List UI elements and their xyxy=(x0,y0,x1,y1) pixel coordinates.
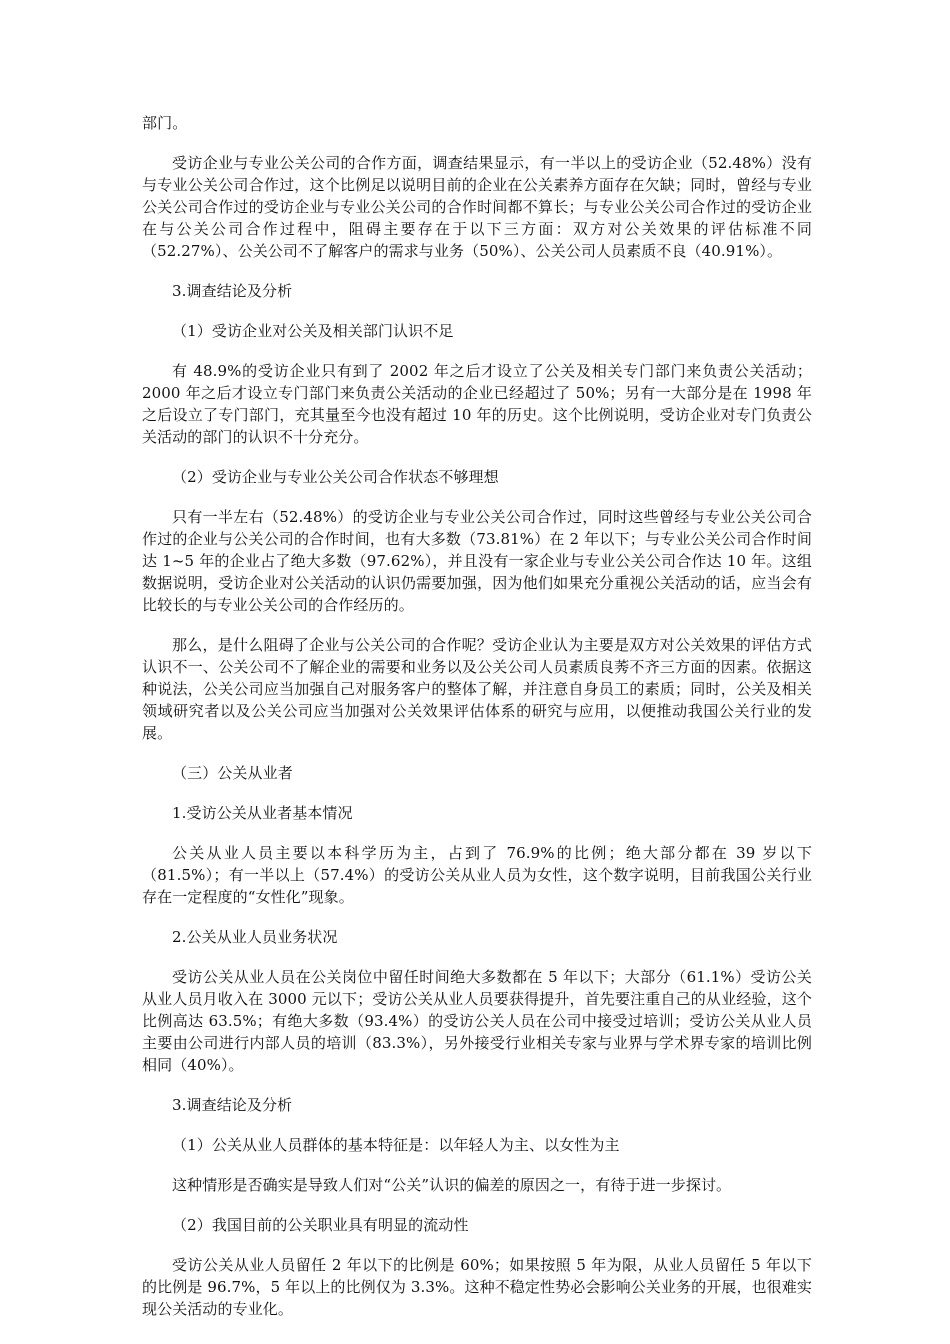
paragraph-gap xyxy=(142,342,812,360)
paragraph-gap xyxy=(142,908,812,926)
paragraph-mobility: 受访公关从业人员留任 2 年以下的比例是 60%；如果按照 5 年为限，从业人员留任 5 年以下的比例是 96.7%，5 年以上的比例仅为 3.3%。这种不稳定性势必会影响公关业务的开展，也很难实现公关活动的专业化。 xyxy=(142,1256,812,1318)
paragraph-cooperation-status: 只有一半左右（52.48%）的受访企业与专业公关公司合作过，同时这些曾经与专业公关公司合作过的企业与公关公司的合作时间，也有大多数（73.81%）在 2 年以下；与专业公关公司合作时间达 1~5 年的企业占了绝大多数（97.62%），并且没有一家企业与专业公关公司合作达 10 年。这组数据说明，受访企业对公关活动的认识仍需要加强，因为他们如果充分重视公关活动的话，应当会有比较长的与专业公关公司的合作经历的。 xyxy=(142,508,812,614)
paragraph-obstacles: 那么，是什么阻碍了企业与公关公司的合作呢？受访企业认为主要是双方对公关效果的评估方式认识不一、公关公司不了解企业的需要和业务以及公关公司人员素质良莠不齐三方面的因素。依据这种说法，公关公司应当加强自己对服务客户的整体了解，并注意自身员工的素质；同时，公关及相关领域研究者以及公关公司应当加强对公关效果评估体系的研究与应用，以便推动我国公关行业的发展。 xyxy=(142,636,812,742)
paragraph-gap xyxy=(142,824,812,842)
paragraph-gap xyxy=(142,744,812,762)
section-heading: （三）公关从业者 xyxy=(172,764,293,782)
subsection-heading: （1）公关从业人员群体的基本特征是：以年轻人为主、以女性为主 xyxy=(172,1136,620,1154)
paragraph-department: 有 48.9%的受访企业只有到了 2002 年之后才设立了公关及相关专门部门来负责公关活动；2000 年之后才设立专门部门来负责公关活动的企业已经超过了 50%；另有一大部分是在 1998 年之后设立了专门部门，充其量至今也没有超过 10 年的历史。这个比例说明，受访企业对专门负责公关活动的部门的认识不十分充分。 xyxy=(142,362,812,446)
subsection-heading: （2）我国目前的公关职业具有明显的流动性 xyxy=(172,1216,469,1234)
paragraph-basic-info: 公关从业人员主要以本科学历为主，占到了 76.9%的比例；绝大部分都在 39 岁以下（81.5%）；有一半以上（57.4%）的受访公关从业人员为女性，这个数字说明，目前我国公关行业存在一定程度的“女性化”现象。 xyxy=(142,844,812,906)
paragraph-gap xyxy=(142,302,812,320)
paragraph-gap xyxy=(142,262,812,280)
paragraph-gap xyxy=(142,1116,812,1134)
paragraph-discussion: 这种情形是否确实是导致人们对“公关”认识的偏差的原因之一，有待于进一步探讨。 xyxy=(172,1176,732,1194)
section-heading: 2.公关从业人员业务状况 xyxy=(172,928,338,946)
section-heading: 3.调查结论及分析 xyxy=(172,282,293,300)
section-heading: 3.调查结论及分析 xyxy=(172,1096,293,1114)
document-page xyxy=(142,112,812,1320)
paragraph-business-status: 受访公关从业人员在公关岗位中留任时间绝大多数都在 5 年以下；大部分（61.1%）受访公关从业人员月收入在 3000 元以下；受访公关从业人员要获得提升，首先要注重自己的从业经验，这个比例高达 63.5%；有绝大多数（93.4%）的受访公关人员在公司中接受过培训；受访公关从业人员主要由公司进行内部人员的培训（83.3%），另外接受行业相关专家与业界与学术界专家的培训比例相同（40%）。 xyxy=(142,968,812,1074)
paragraph-continuation: 部门。 xyxy=(142,114,188,132)
paragraph-gap xyxy=(142,488,812,506)
section-heading: 1.受访公关从业者基本情况 xyxy=(172,804,353,822)
paragraph-gap xyxy=(142,616,812,634)
paragraph-gap xyxy=(142,134,812,152)
subsection-heading: （2）受访企业与专业公关公司合作状态不够理想 xyxy=(172,468,499,486)
paragraph-gap xyxy=(142,1076,812,1094)
paragraph-gap xyxy=(142,1196,812,1214)
paragraph-gap xyxy=(142,784,812,802)
paragraph-cooperation: 受访企业与专业公关公司的合作方面，调查结果显示，有一半以上的受访企业（52.48%）没有与专业公关公司合作过，这个比例足以说明目前的企业在公关素养方面存在欠缺；同时，曾经与专业公关公司合作过的受访企业与专业公关公司的合作时间都不算长；与专业公关公司合作过的受访企业在与公关公司合作过程中，阻碍主要存在于以下三方面：双方对公关效果的评估标准不同（52.27%）、公关公司不了解客户的需求与业务（50%）、公关公司人员素质不良（40.91%）。 xyxy=(142,154,812,260)
subsection-heading: （1）受访企业对公关及相关部门认识不足 xyxy=(172,322,454,340)
paragraph-gap xyxy=(142,1236,812,1254)
paragraph-gap xyxy=(142,1156,812,1174)
paragraph-gap xyxy=(142,448,812,466)
paragraph-gap xyxy=(142,948,812,966)
